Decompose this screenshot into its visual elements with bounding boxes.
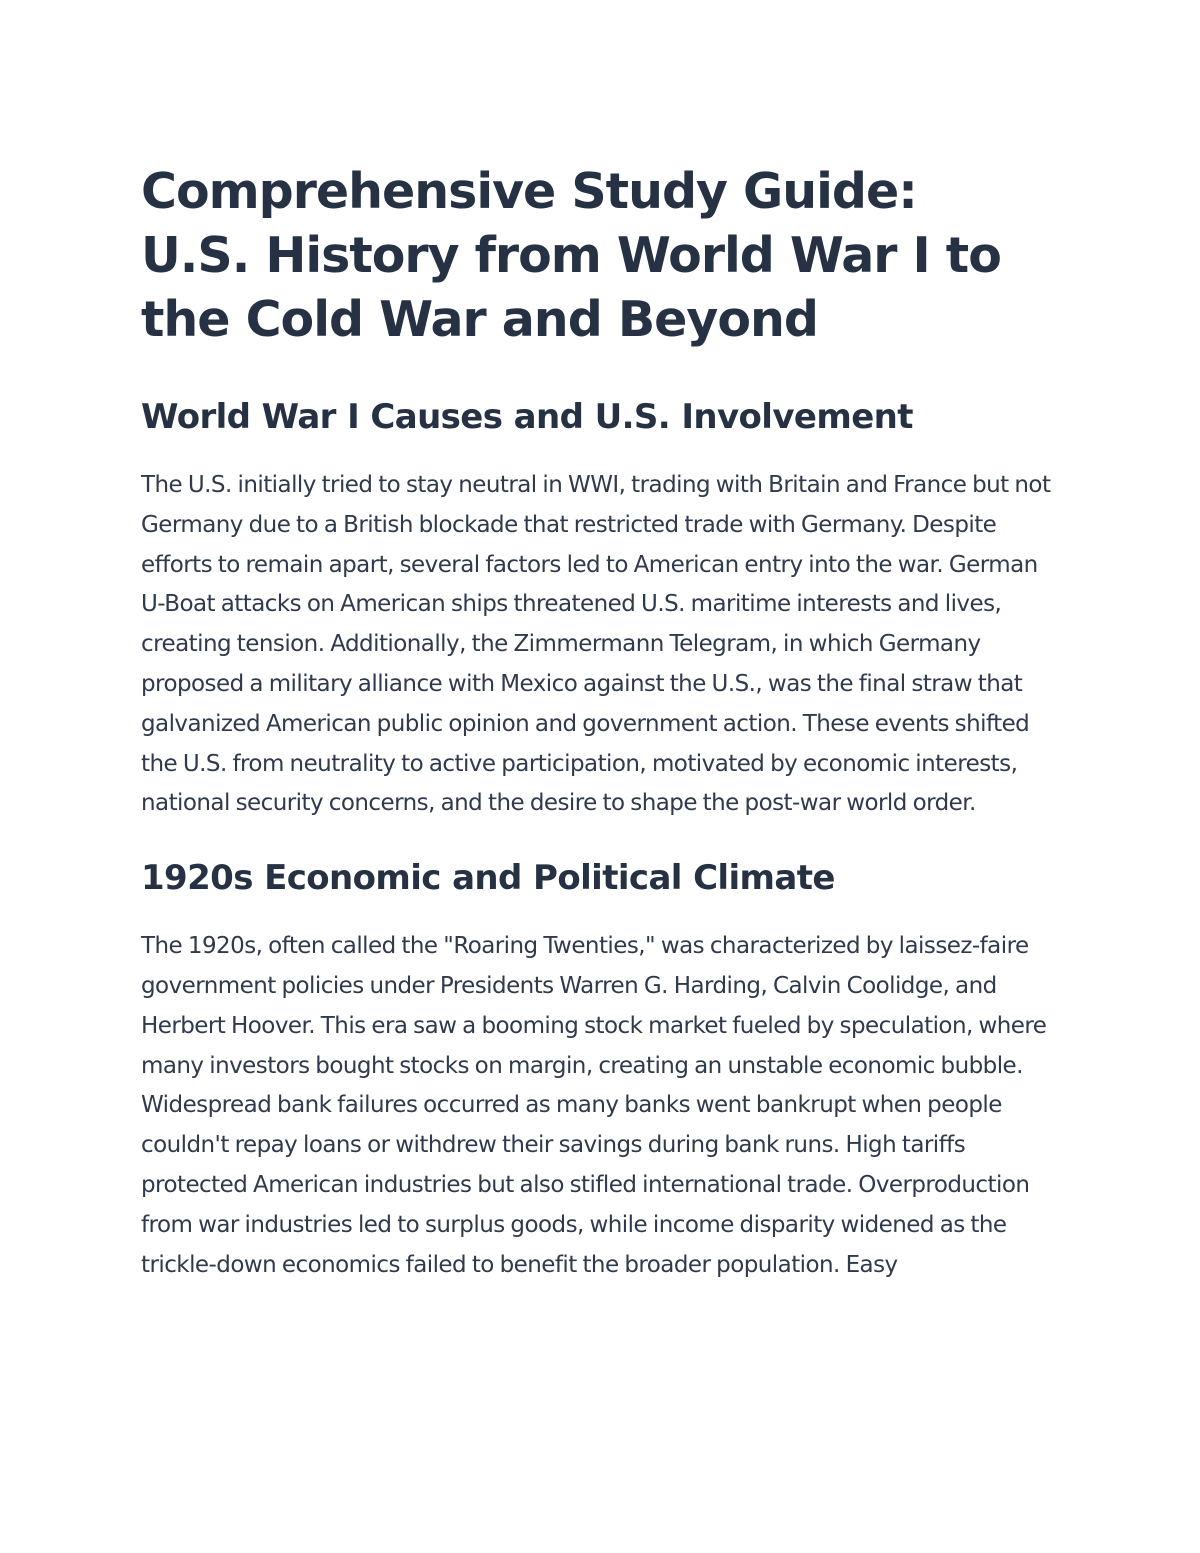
document-page <box>141 160 1059 1285</box>
section-body-1920s: The 1920s, often called the "Roaring Twenties," was characterized by laissez-faire government policies under Presidents Warren G. Harding, Calvin Coolidge, and Herbert Hoover. This era saw a booming stock market fueled by speculation, where many investors bought stocks on margin, creating an unstable economic bubble. Widespread bank failures occurred as many banks went bankrupt when people couldn't repay loans or withdrew their savings during bank runs. High tariffs protected American industries but also stifled international trade. Overproduction from war industries led to surplus goods, while income disparity widened as the trickle-down economics failed to benefit the broader population. Easy <box>141 933 1047 1278</box>
section-heading-1920s: 1920s Economic and Political Climate <box>141 858 835 899</box>
section-heading-wwi: World War I Causes and U.S. Involvement <box>141 397 913 437</box>
section-body-wwi: The U.S. initially tried to stay neutral in WWI, trading with Britain and France but not Germany due to a British blockade that restricted trade with Germany. Despite efforts to remain apart, several factors led to American entry into the war. German U-Boat attacks on American ships threatened U.S. maritime interests and lives, creating tension. Additionally, the Zimmermann Telegram, in which Germany proposed a military alliance with Mexico against the U.S., was the final straw that galvanized American public opinion and government action. These events shifted the U.S. from neutrality to active participation, motivated by economic interests, national security concerns, and the desire to shape the post-war world order. <box>141 472 1051 817</box>
document-title: Comprehensive Study Guide: U.S. History from World War I to the Cold War and Beyond <box>141 163 1001 348</box>
